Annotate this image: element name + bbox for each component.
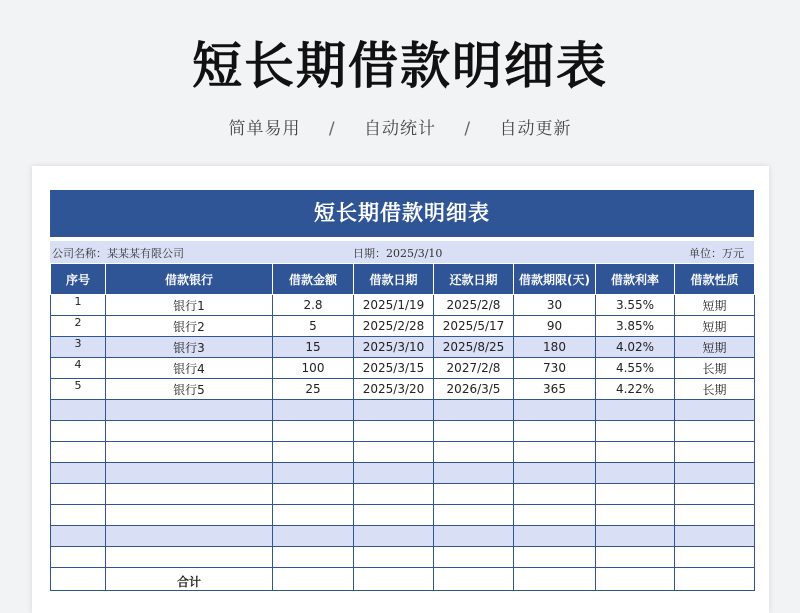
cell-rate[interactable] [596, 526, 675, 547]
cell-term[interactable]: 90 [514, 316, 596, 337]
cell-loan-date[interactable] [354, 484, 434, 505]
loan-table [50, 263, 755, 591]
cell-type[interactable]: 短期 [675, 295, 755, 316]
cell-index[interactable] [51, 463, 106, 484]
cell-amount[interactable]: 2.8 [273, 295, 354, 316]
subtitle-item: 自动更新 [499, 119, 572, 139]
cell-type[interactable] [675, 400, 755, 421]
cell-type[interactable]: 短期 [675, 337, 755, 358]
cell-bank[interactable]: 银行4 [106, 358, 273, 379]
cell-repay-date[interactable]: 2027/2/8 [434, 358, 514, 379]
cell-index[interactable] [51, 400, 106, 421]
cell-repay-date[interactable] [434, 400, 514, 421]
cell-repay-date[interactable]: 2026/3/5 [434, 379, 514, 400]
column-header[interactable]: 借款性质 [675, 264, 755, 295]
empty-row [51, 442, 755, 463]
empty-row [51, 421, 755, 442]
subtitle-separator: / [464, 119, 472, 139]
table-row [51, 295, 755, 316]
cell-loan-date[interactable]: 2025/3/15 [354, 358, 434, 379]
cell-bank[interactable] [106, 400, 273, 421]
empty-row [51, 505, 755, 526]
total-label[interactable]: 合计 [106, 568, 273, 591]
cell-type[interactable] [675, 442, 755, 463]
sheet-info-row [50, 241, 754, 263]
cell-type[interactable] [675, 526, 755, 547]
cell-term[interactable] [514, 505, 596, 526]
cell-type[interactable] [675, 568, 755, 591]
cell-repay-date[interactable]: 2025/2/8 [434, 295, 514, 316]
cell-index[interactable] [51, 421, 106, 442]
cell-index[interactable] [51, 484, 106, 505]
cell-term[interactable] [514, 421, 596, 442]
column-header[interactable]: 序号 [51, 264, 106, 295]
cell-term[interactable] [514, 400, 596, 421]
cell-bank[interactable] [106, 505, 273, 526]
cell-amount[interactable] [273, 505, 354, 526]
cell-rate[interactable] [596, 547, 675, 568]
empty-row [51, 547, 755, 568]
cell-rate[interactable]: 3.85% [596, 316, 675, 337]
cell-amount[interactable] [273, 400, 354, 421]
cell-amount[interactable] [273, 463, 354, 484]
cell-amount[interactable]: 15 [273, 337, 354, 358]
cell-rate[interactable] [596, 568, 675, 591]
cell-term[interactable] [514, 484, 596, 505]
cell-rate[interactable] [596, 505, 675, 526]
cell-bank[interactable] [106, 463, 273, 484]
cell-repay-date[interactable] [434, 526, 514, 547]
cell-rate[interactable] [596, 463, 675, 484]
cell-type[interactable] [675, 463, 755, 484]
cell-loan-date[interactable] [354, 400, 434, 421]
cell-term[interactable]: 30 [514, 295, 596, 316]
cell-repay-date[interactable] [434, 421, 514, 442]
cell-term[interactable] [514, 442, 596, 463]
cell-term[interactable]: 730 [514, 358, 596, 379]
cell-amount[interactable] [273, 484, 354, 505]
cell-loan-date[interactable]: 2025/3/10 [354, 337, 434, 358]
cell-amount[interactable] [273, 421, 354, 442]
cell-bank[interactable]: 银行2 [106, 316, 273, 337]
cell-amount[interactable] [273, 526, 354, 547]
cell-type[interactable]: 短期 [675, 316, 755, 337]
column-header[interactable]: 借款期限(天) [514, 264, 596, 295]
cell-loan-date[interactable]: 2025/2/28 [354, 316, 434, 337]
cell-amount[interactable] [273, 442, 354, 463]
cell-index[interactable] [51, 526, 106, 547]
column-header[interactable]: 借款银行 [106, 264, 273, 295]
empty-row [51, 463, 755, 484]
cell-loan-date[interactable] [354, 463, 434, 484]
cell-index[interactable]: 3 [51, 337, 106, 358]
cell-rate[interactable] [596, 442, 675, 463]
cell-bank[interactable] [106, 547, 273, 568]
cell-repay-date[interactable] [434, 547, 514, 568]
cell-term[interactable] [514, 463, 596, 484]
empty-row [51, 526, 755, 547]
cell-rate[interactable] [596, 421, 675, 442]
cell-repay-date[interactable] [434, 505, 514, 526]
cell-loan-date[interactable] [354, 547, 434, 568]
cell-term[interactable] [514, 526, 596, 547]
cell-bank[interactable] [106, 421, 273, 442]
cell-term[interactable]: 180 [514, 337, 596, 358]
cell-bank[interactable] [106, 442, 273, 463]
subtitle-item: 简单易用 [228, 119, 301, 139]
cell-index[interactable]: 4 [51, 358, 106, 379]
cell-type[interactable]: 长期 [675, 379, 755, 400]
empty-row [51, 484, 755, 505]
cell-type[interactable] [675, 505, 755, 526]
cell-rate[interactable]: 3.55% [596, 295, 675, 316]
cell-rate[interactable]: 4.02% [596, 337, 675, 358]
cell-type[interactable] [675, 484, 755, 505]
cell-type[interactable] [675, 547, 755, 568]
cell-repay-date[interactable] [434, 463, 514, 484]
cell-bank[interactable] [106, 484, 273, 505]
subtitle [0, 114, 800, 139]
subtitle-item: 自动统计 [364, 119, 436, 139]
cell-repay-date[interactable]: 2025/8/25 [434, 337, 514, 358]
cell-type[interactable] [675, 421, 755, 442]
cell-index[interactable] [51, 442, 106, 463]
table-row [51, 379, 755, 400]
subtitle-separator: / [328, 119, 336, 139]
column-header[interactable]: 借款日期 [354, 264, 434, 295]
cell-loan-date[interactable] [354, 421, 434, 442]
cell-bank[interactable] [106, 526, 273, 547]
cell-index[interactable]: 1 [51, 295, 106, 316]
empty-row [51, 400, 755, 421]
unit-label: 单位：万元 [689, 247, 744, 260]
cell-rate[interactable] [596, 400, 675, 421]
table-row [51, 316, 755, 337]
cell-amount[interactable] [273, 547, 354, 568]
cell-repay-date[interactable]: 2025/5/17 [434, 316, 514, 337]
cell-bank[interactable]: 银行5 [106, 379, 273, 400]
table-header-row [51, 264, 755, 295]
cell-repay-date[interactable] [434, 442, 514, 463]
cell-amount[interactable] [273, 568, 354, 591]
column-header[interactable]: 还款日期 [434, 264, 514, 295]
cell-loan-date[interactable] [354, 568, 434, 591]
cell-term[interactable] [514, 568, 596, 591]
table-row [51, 337, 755, 358]
cell-amount[interactable]: 5 [273, 316, 354, 337]
column-header[interactable]: 借款金额 [273, 264, 354, 295]
cell-rate[interactable]: 4.55% [596, 358, 675, 379]
cell-loan-date[interactable] [354, 442, 434, 463]
page-title: 短长期借款明细表 [192, 37, 608, 95]
cell-bank[interactable]: 银行1 [106, 295, 273, 316]
sheet-date: 日期：2025/3/10 [353, 247, 443, 260]
cell-rate[interactable]: 4.22% [596, 379, 675, 400]
company-name: 公司名称：某某某有限公司 [52, 247, 184, 260]
total-row [51, 568, 755, 591]
cell-term[interactable] [514, 547, 596, 568]
cell-loan-date[interactable]: 2025/3/20 [354, 379, 434, 400]
cell-type[interactable]: 长期 [675, 358, 755, 379]
cell-term[interactable]: 365 [514, 379, 596, 400]
cell-loan-date[interactable] [354, 526, 434, 547]
cell-amount[interactable]: 100 [273, 358, 354, 379]
cell-index[interactable] [51, 568, 106, 591]
spreadsheet-card [32, 166, 769, 613]
cell-repay-date[interactable] [434, 568, 514, 591]
table-row [51, 358, 755, 379]
column-header[interactable]: 借款利率 [596, 264, 675, 295]
cell-index[interactable] [51, 505, 106, 526]
cell-repay-date[interactable] [434, 484, 514, 505]
cell-index[interactable] [51, 547, 106, 568]
cell-rate[interactable] [596, 484, 675, 505]
cell-amount[interactable]: 25 [273, 379, 354, 400]
cell-loan-date[interactable] [354, 505, 434, 526]
cell-loan-date[interactable]: 2025/1/19 [354, 295, 434, 316]
cell-index[interactable]: 2 [51, 316, 106, 337]
sheet-title-banner: 短长期借款明细表 [50, 190, 754, 237]
cell-bank[interactable]: 银行3 [106, 337, 273, 358]
cell-index[interactable]: 5 [51, 379, 106, 400]
